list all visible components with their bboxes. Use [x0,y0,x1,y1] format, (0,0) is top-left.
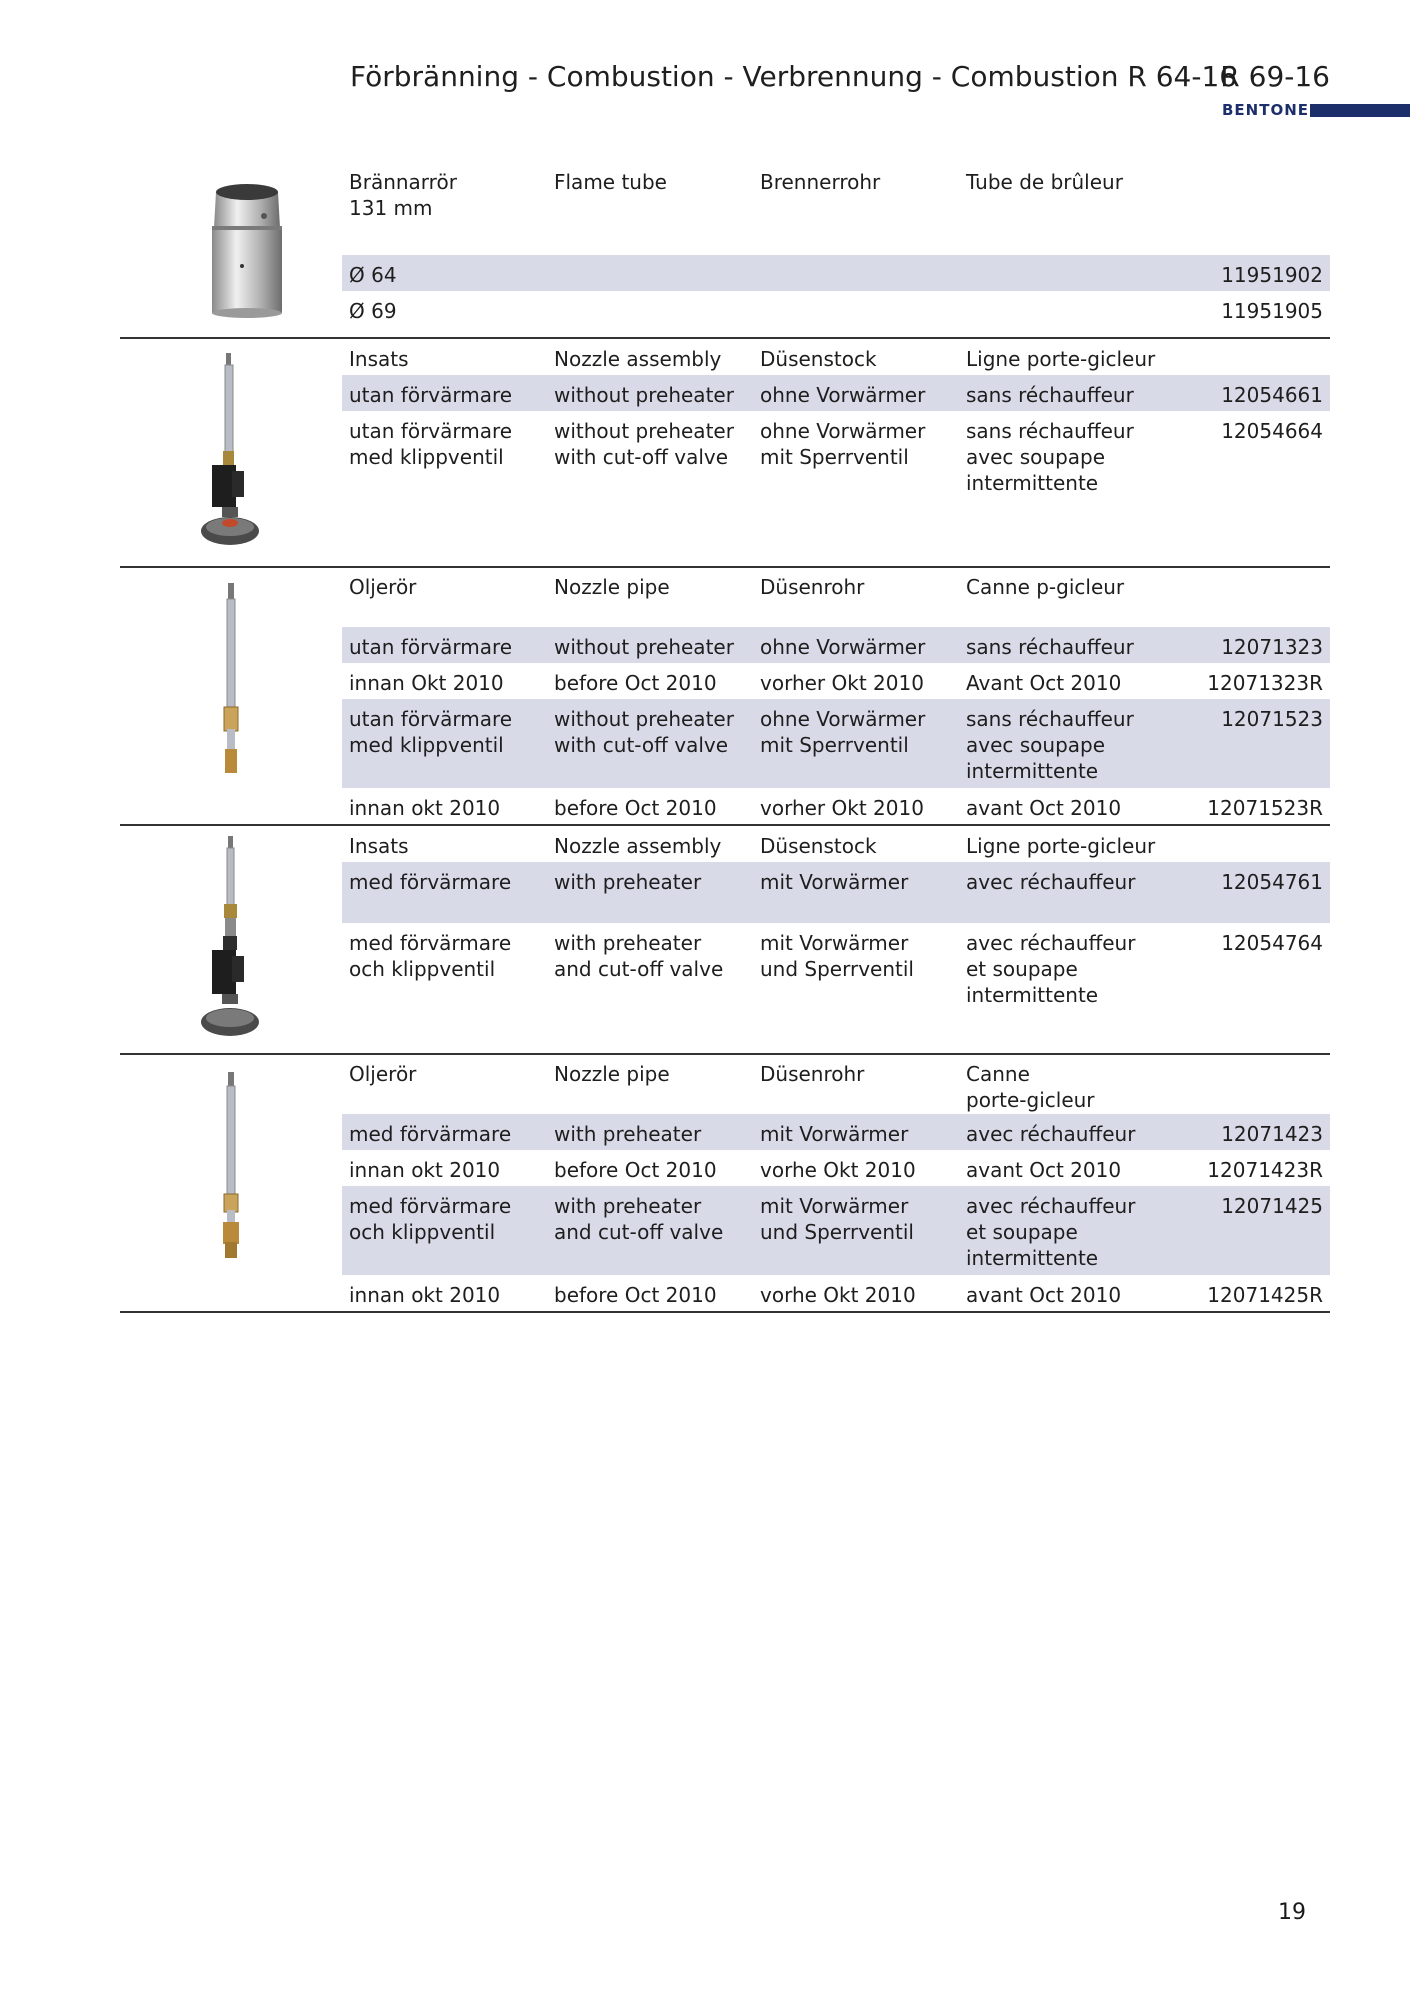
cell: with preheater and cut-off valve [554,1194,724,1244]
cell: without preheater with cut-off valve [554,419,734,469]
cell: Ø 69 [349,299,397,323]
table-row [342,923,1330,1013]
table-row [342,375,1330,411]
header-cell: Ligne porte-gicleur [966,347,1156,371]
part-number: 12071425R [1207,1283,1323,1307]
header-cell: Ligne porte-gicleur [966,834,1156,858]
cell: ohne Vorwärmer [760,635,926,659]
cell: avant Oct 2010 [966,1158,1122,1182]
section-flame-tube [120,162,1330,339]
part-number: 12071423 [1221,1122,1323,1146]
table-row [342,291,1330,327]
header-cell: Düsenrohr [760,575,865,599]
cell: without preheater [554,635,734,659]
table-row [342,1150,1330,1186]
section-nozzle-assembly [120,339,1330,568]
cell: sans réchauffeur avec soupape intermittente [966,707,1134,783]
header-cell: Flame tube [554,170,667,194]
table-header-row [342,567,1330,627]
table-row [342,255,1330,291]
part-number: 12071523 [1221,707,1323,731]
cell: with preheater [554,870,702,894]
nozzle-assembly-image [198,351,268,551]
nozzle-pipe-preheater-image [215,1072,247,1262]
table-row [342,1114,1330,1150]
model-label: R 69-16 [1220,60,1330,93]
page-number: 19 [1278,1900,1306,1925]
header-cell: Tube de brûleur [966,170,1123,194]
page-title: Förbränning - Combustion - Verbrennung - Combustion R 64-16 [350,60,1238,93]
cell: sans réchauffeur avec soupape intermittente [966,419,1134,495]
cell: utan förvärmare med klippventil [349,419,513,469]
cell: avec réchauffeur [966,870,1136,894]
part-number: 12071323 [1221,635,1323,659]
cell: mit Vorwärmer und Sperrventil [760,1194,914,1244]
section-nozzle-pipe [120,567,1330,826]
cell: with preheater [554,1122,702,1146]
part-number: 12071323R [1207,671,1323,695]
part-number: 12054761 [1221,870,1323,894]
cell: before Oct 2010 [554,671,717,695]
cell: avec réchauffeur et soupape intermittente [966,931,1136,1007]
part-number: 12071425 [1221,1194,1323,1218]
header-cell: Oljerör [349,575,417,599]
header-cell: Nozzle pipe [554,1062,670,1086]
cell: ohne Vorwärmer mit Sperrventil [760,707,926,757]
cell: avant Oct 2010 [966,796,1122,820]
cell: vorhe Okt 2010 [760,1283,916,1307]
cell: innan okt 2010 [349,796,501,820]
table-row [342,1186,1330,1275]
cell: innan okt 2010 [349,1283,501,1307]
part-number: 11951902 [1221,263,1323,287]
cell: before Oct 2010 [554,1283,717,1307]
cell: without preheater with cut-off valve [554,707,734,757]
cell: innan okt 2010 [349,1158,501,1182]
header-cell: Oljerör [349,1062,417,1086]
cell: ohne Vorwärmer mit Sperrventil [760,419,926,469]
part-number: 11951905 [1221,299,1323,323]
header-cell: Nozzle pipe [554,575,670,599]
cell: mit Vorwärmer und Sperrventil [760,931,914,981]
cell: avec réchauffeur [966,1122,1136,1146]
table-header-row [342,162,1330,222]
table-row [342,788,1330,824]
cell: Avant Oct 2010 [966,671,1122,695]
cell: before Oct 2010 [554,1158,717,1182]
cell: ohne Vorwärmer [760,383,926,407]
cell: avec réchauffeur et soupape intermittente [966,1194,1136,1270]
cell: sans réchauffeur [966,383,1134,407]
table-header-row [342,1054,1330,1114]
cell: before Oct 2010 [554,796,717,820]
cell: mit Vorwärmer [760,1122,909,1146]
part-number: 12071423R [1207,1158,1323,1182]
header-cell: Brännarrör 131 mm [349,170,457,220]
part-number: 12054664 [1221,419,1323,443]
header-cell: Canne porte-gicleur [966,1062,1095,1112]
header-cell: Insats [349,347,409,371]
part-number: 12054661 [1221,383,1323,407]
cell: med förvärmare [349,870,512,894]
cell: med förvärmare [349,1122,512,1146]
table-header-row [342,339,1330,375]
table-row [342,411,1330,501]
header-cell: Brennerrohr [760,170,881,194]
header-cell: Nozzle assembly [554,834,722,858]
cell: with preheater and cut-off valve [554,931,724,981]
cell: without preheater [554,383,734,407]
table-row [342,862,1330,923]
table-row [342,627,1330,663]
table-header-row [342,826,1330,862]
cell: utan förvärmare med klippventil [349,707,513,757]
nozzle-pipe-image [216,583,246,779]
table-row [342,699,1330,788]
nozzle-assembly-preheater-image [198,836,268,1042]
header-cell: Düsenstock [760,834,877,858]
header-cell: Insats [349,834,409,858]
section-nozzle-pipe-preheater [120,1054,1330,1313]
table-row [342,663,1330,699]
section-nozzle-assembly-preheater [120,826,1330,1055]
table-row [342,1275,1330,1311]
cell: avant Oct 2010 [966,1283,1122,1307]
cell: sans réchauffeur [966,635,1134,659]
brand-bar [1310,104,1410,117]
part-number: 12071523R [1207,796,1323,820]
cell: vorher Okt 2010 [760,671,924,695]
cell: Ø 64 [349,263,397,287]
cell: vorher Okt 2010 [760,796,924,820]
cell: vorhe Okt 2010 [760,1158,916,1182]
cell: innan Okt 2010 [349,671,504,695]
cell: utan förvärmare [349,635,513,659]
header-cell: Nozzle assembly [554,347,722,371]
cell: mit Vorwärmer [760,870,909,894]
header-cell: Düsenstock [760,347,877,371]
flame-tube-image [202,180,292,320]
brand-logo: BENTONE [1222,101,1310,119]
cell: med förvärmare och klippventil [349,1194,512,1244]
cell: med förvärmare och klippventil [349,931,512,981]
header-cell: Canne p-gicleur [966,575,1125,599]
cell: utan förvärmare [349,383,513,407]
part-number: 12054764 [1221,931,1323,955]
header-cell: Düsenrohr [760,1062,865,1086]
